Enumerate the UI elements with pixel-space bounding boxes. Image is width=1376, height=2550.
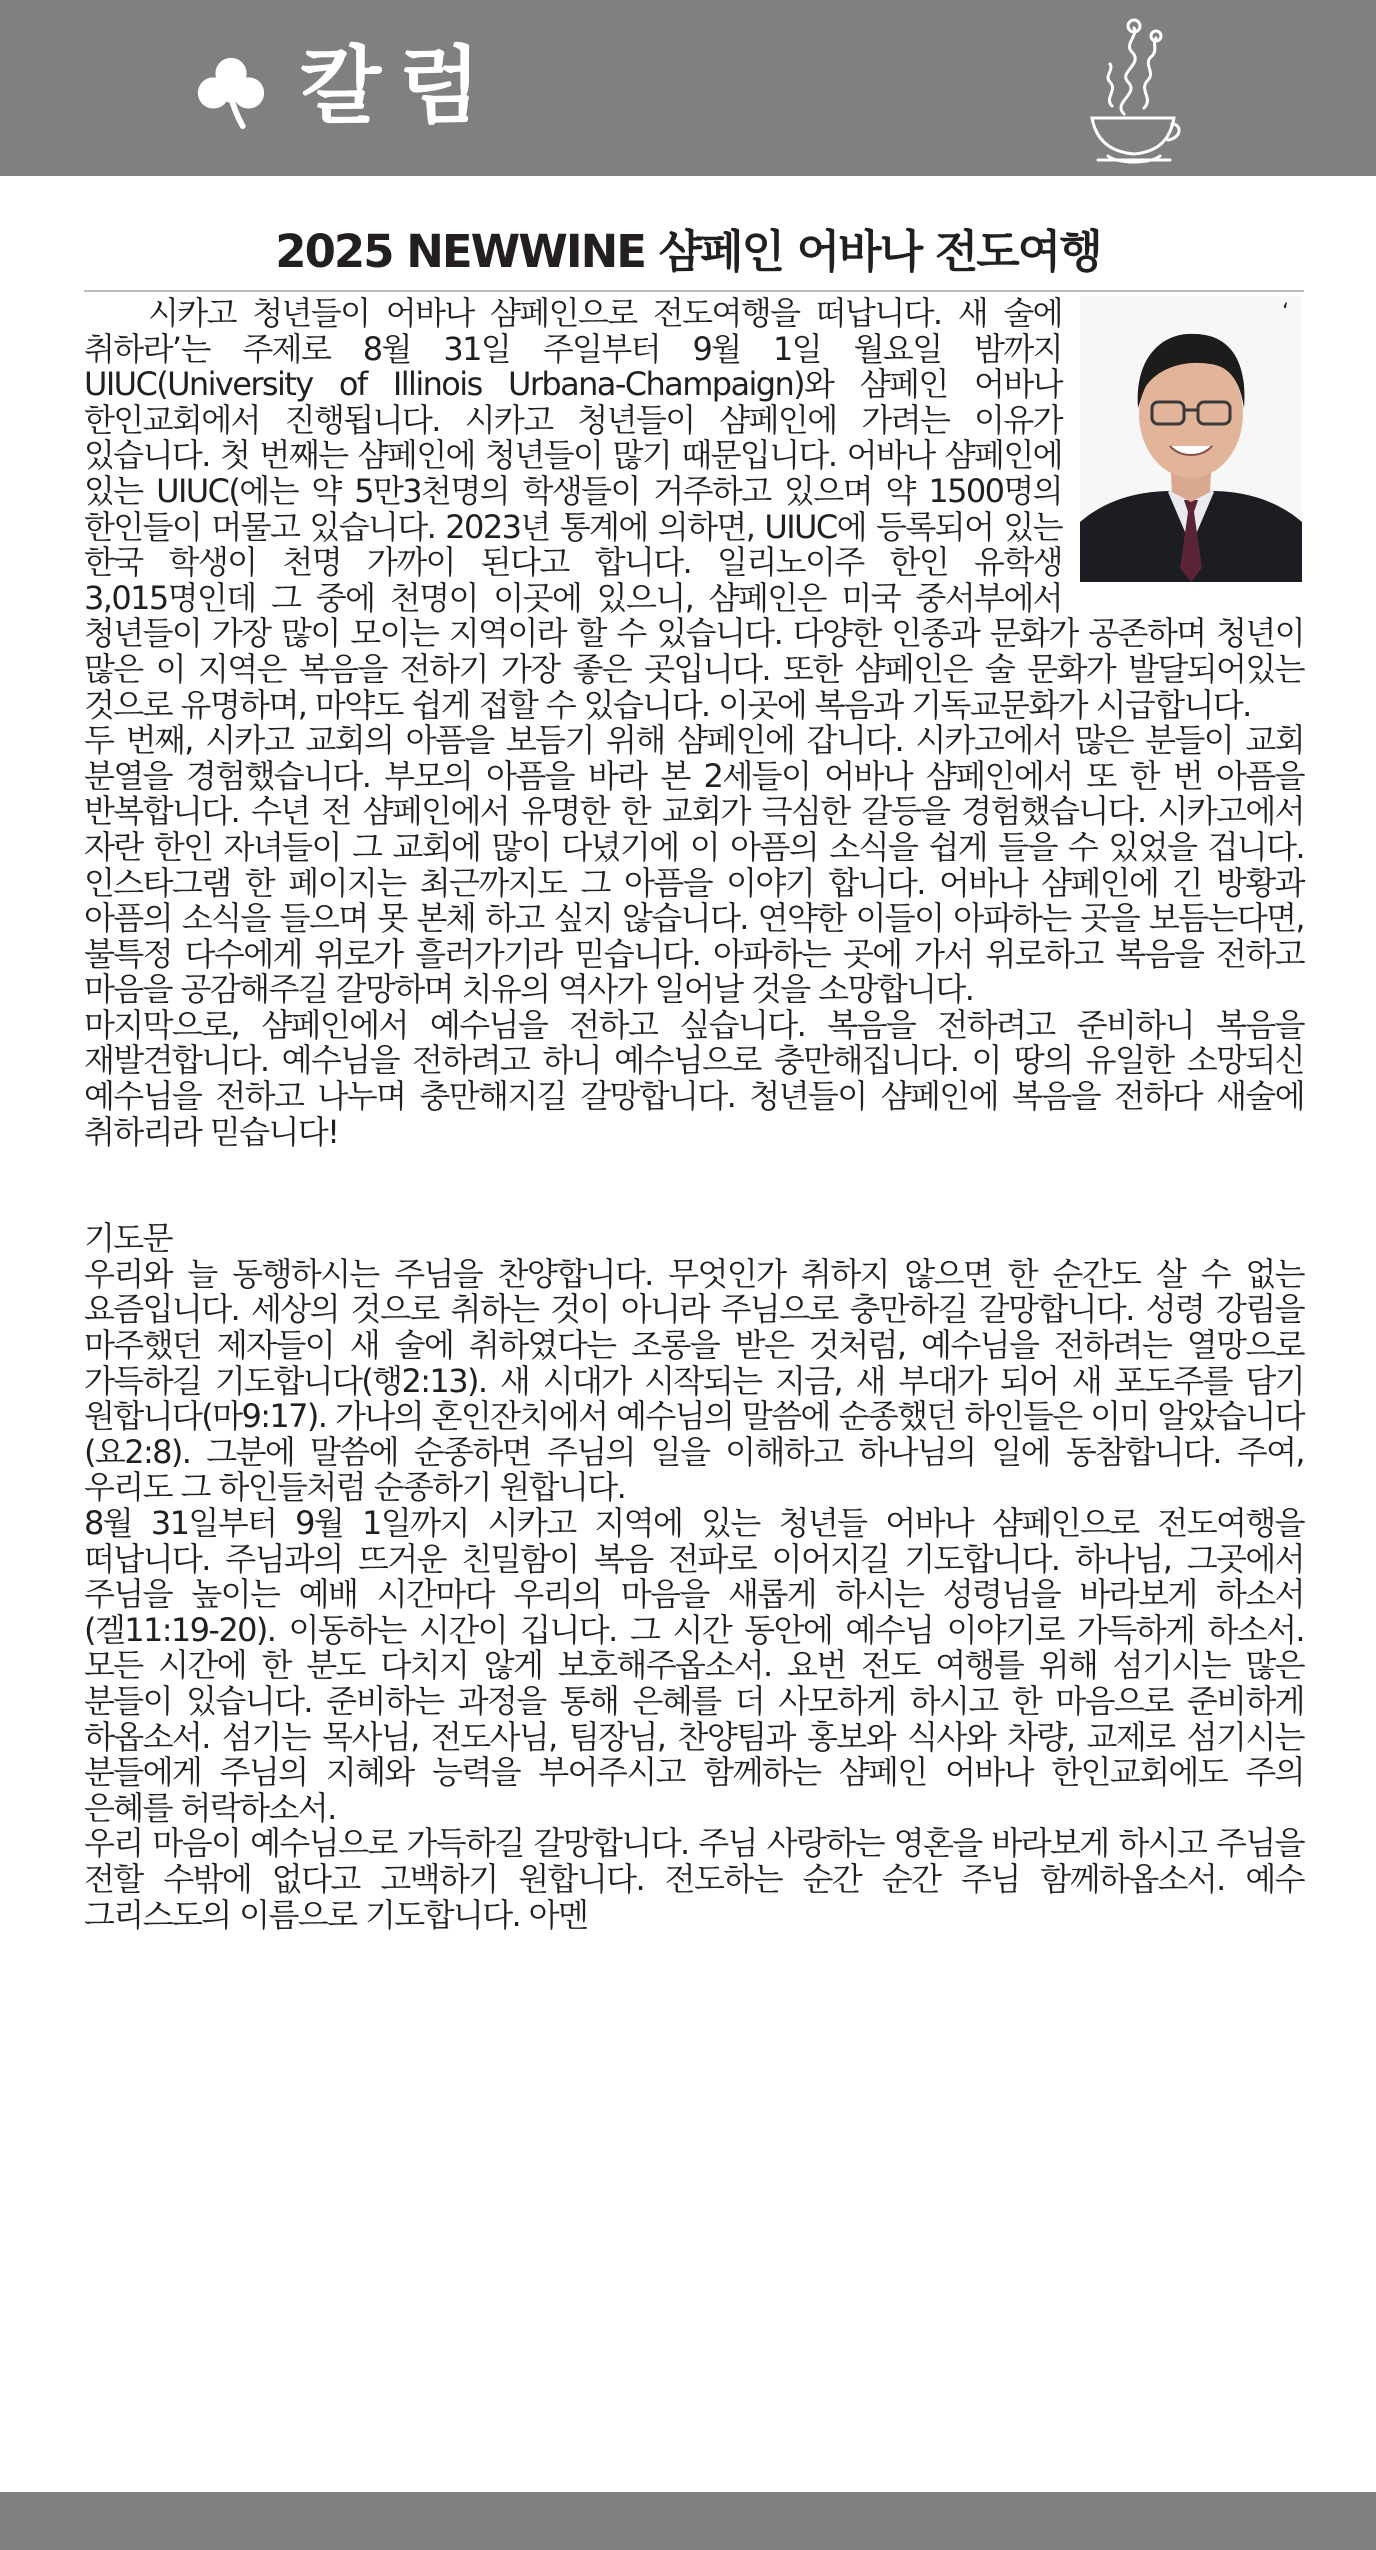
quote-mark: ‘ bbox=[1282, 300, 1289, 325]
prayer-heading: 기도문 bbox=[84, 1219, 172, 1258]
prayer-paragraph: 8월 31일부터 9월 1일까지 시카고 지역에 있는 청년들 어바나 샴페인으로 전도여행을 떠납니다. 주님과의 뜨거운 친밀함이 복음 전파로 이어지길 기도합니다. 하나님, 그곳에서 주님을 높이는 예배 시간마다 우리의 마음을 새롭게 하시는 성령님을 바라보게 하소서(겔11:19-20). 이동하는 시간이 깁니다. 그 시간 동안에 예수님 이야기로 가득하게 하소서. 모든 시간에 한 분도 다치지 않게 보호해주옵소서. 요번 전도 여행를 위해 섬기시는 많은 분들이 있습니다. 준비하는 과정을 통해 은혜를 더 사모하게 하시고 한 마음으로 준비하게 하옵소서. 섬기는 목사님, 전도사님, 팀장님, 찬양팀과 홍보와 식사와 차량, 교제로 섬기시는 분들에게 주님의 지혜와 능력을 부어주시고 함께하는 샴페인 어바나 한인교회에도 주의 은혜를 허락하소서. bbox=[84, 1504, 1304, 1827]
article-title: 2025 NEWWINE 샴페인 어바나 전도여행 bbox=[275, 225, 1101, 278]
section-title: 칼럼 bbox=[300, 37, 499, 135]
column-header-banner bbox=[0, 0, 1376, 176]
article-paragraph: 시카고 청년들이 어바나 샴페인으로 전도여행을 떠납니다. 새 술에 취하라’는 주제로 8월 31일 주일부터 9월 1일 월요일 밤까지 UIUC(University of Illinois Urbana-Champaign)와 샴페인 어바나 한인교회에서 진행됩니다. 시카고 청년들이 샴페인에 가려는 이유가 있습니다. 첫 번째는 샴페인에 청년들이 많기 때문입니다. 어바나 샴페인에 있는 UIUC(에는 약 5만3천명의 학생들이 거주하고 있으며 약 1500명의 한인들이 머물고 있습니다. 2023년 통계에 의하면, UIUC에 등록되어 있는 한국 학생이 천명 가까이 된다고 합니다. 일리노이주 한인 유학생 3,015명인데 그 중에 천명이 이곳에 있으니, 샴페인은 미국 중서부에서 청년들이 가장 많이 모이는 지역이라 할 수 있습니다. 다양한 인종과 문화가 공존하며 청년이 많은 이 지역은 복음을 전하기 가장 좋은 곳입니다. 또한 샴페인은 술 문화가 발달되어있는 것으로 유명하며, 마약도 쉽게 접할 수 있습니다. 이곳에 복음과 기독교문화가 시급합니다. bbox=[84, 294, 1304, 724]
footer-bar bbox=[0, 2492, 1376, 2550]
article-paragraph: 두 번째, 시카고 교회의 아픔을 보듬기 위해 샴페인에 갑니다. 시카고에서 많은 분들이 교회 분열을 경험했습니다. 부모의 아픔을 바라 본 2세들이 어바나 샴페인에서 또 한 번 아픔을 반복합니다. 수년 전 샴페인에서 유명한 한 교회가 극심한 갈등을 경험했습니다. 시카고에서 자란 한인 자녀들이 그 교회에 많이 다녔기에 이 아픔의 소식을 쉽게 들을 수 있었을 겁니다. 인스타그램 한 페이지는 최근까지도 그 아픔을 이야기 합니다. 어바나 샴페인에 긴 방황과 아픔의 소식을 들으며 못 본체 하고 싶지 않습니다. 연약한 이들이 아파하는 곳을 보듬는다면, 불특정 다수에게 위로가 흘러가기라 믿습니다. 아파하는 곳에 가서 위로하고 복음을 전하고 마음을 공감해주길 갈망하며 치유의 역사가 일어날 것을 소망합니다. bbox=[84, 721, 1304, 1009]
prayer-paragraph: 우리와 늘 동행하시는 주님을 찬양합니다. 무엇인가 취하지 않으면 한 순간도 살 수 없는 요즘입니다. 세상의 것으로 취하는 것이 아니라 주님으로 충만하길 갈망합니다. 성령 강림을 마주했던 제자들이 새 술에 취하였다는 조롱을 받은 것처럼, 예수님을 전하려는 열망으로 가득하길 기도합니다(행2:13). 새 시대가 시작되는 지금, 새 부대가 되어 새 포도주를 담기 원합니다(마9:17). 가나의 혼인잔치에서 예수님의 말씀에 순종했던 하인들은 이미 알았습니다(요2:8). 그분에 말씀에 순종하면 주님의 일을 이해하고 하나님의 일에 동참합니다. 주여, 우리도 그 하인들처럼 순종하기 원합니다. bbox=[84, 1254, 1304, 1507]
coffee-cup-icon bbox=[1082, 6, 1182, 172]
article-paragraph: 마지막으로, 샴페인에서 예수님을 전하고 싶습니다. 복음을 전하려고 준비하니 복음을 재발견합니다. 예수님을 전하려고 하니 예수님으로 충만해집니다. 이 땅의 유일한 소망되신 예수님을 전하고 나누며 충만해지길 갈망합니다. 청년들이 샴페인에 복음을 전하다 새술에 취하리라 믿습니다! bbox=[84, 1005, 1304, 1151]
prayer-paragraph: 우리 마음이 예수님으로 가득하길 갈망합니다. 주님 사랑하는 영혼을 바라보게 하시고 주님을 전할 수밖에 없다고 고백하기 원합니다. 전도하는 순간 순간 주님 함께하옵소서. 예수 그리스도의 이름으로 기도합니다. 아멘 bbox=[84, 1824, 1304, 1934]
clover-icon bbox=[192, 52, 270, 130]
title-divider bbox=[84, 290, 1304, 292]
article-body bbox=[84, 296, 1304, 1933]
